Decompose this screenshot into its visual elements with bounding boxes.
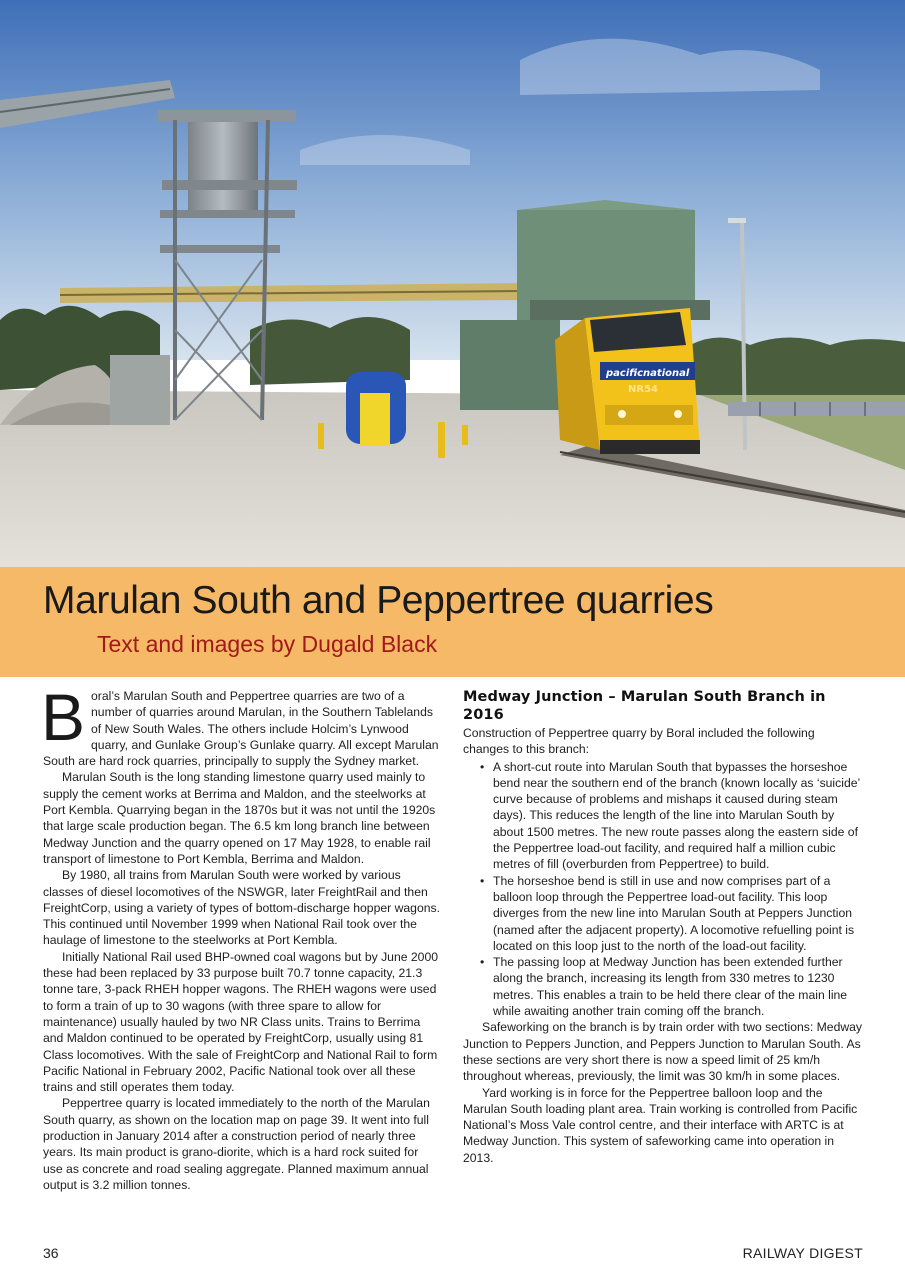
lead-paragraph-text: oral’s Marulan South and Peppertree quarries are two of a number of quarries around Marulan, in the Southern Tablelands of New South Wales. The others include Holcim’s Lynwood quarry, and Gunlake Group’s Gunlake quarry. All except Marulan South are hard rock quarries, principally to supply the Sydney market.: [43, 689, 439, 769]
body-paragraph: Safeworking on the branch is by train order with two sections: Medway Junction to Peppers Junction, and Peppers Junction to Marulan South. As these sections are very short there is now a speed limit of 25 km/h throughout whereas, previously, the limit was 30 km/h in some places.: [463, 1020, 863, 1084]
change-list: [463, 759, 863, 1020]
section-intro: Construction of Peppertree quarry by Boral included the following changes to this branch:: [463, 726, 815, 757]
right-column: [463, 688, 863, 1166]
body-paragraph: Marulan South is the long standing limestone quarry used mainly to supply the cement works at Berrima and Maldon, and the steelworks at Port Kembla. Quarrying began in the 1870s but it was not until the 1920s that large scale production began. The 6.5 km long branch line between Medway Junction and the quarry opened on 17 May 1928, to enable rail transport of limestone to Port Kembla, Berrima and Maldon.: [43, 770, 436, 866]
bollard: [438, 422, 445, 458]
left-column: [41, 680, 440, 1193]
article-title: Marulan South and Peppertree quarries: [43, 579, 714, 622]
list-item: • The passing loop at Medway Junction has been extended further along the branch, increasing its length from 330 metres to 1230 metres. This enables a train to be held there clear of the main line while awaiting another train coming off the branch.: [493, 954, 863, 1019]
body-paragraph: Yard working is in force for the Peppertree balloon loop and the Marulan South loading plant area. Train working is controlled from Pacific National’s Moss Vale control centre, and their interface with ARTC is at Medway Junction. This system of safeworking came into operation in 2013.: [463, 1085, 858, 1165]
hopper-wagons: [728, 402, 905, 416]
title-band: [0, 567, 905, 677]
body-paragraph: Peppertree quarry is located immediately to the north of the Marulan South quarry, as shown on the location map on page 39. It went into full production in January 2014 after a construction period of nearly three years. Its main product is grano-diorite, which is a hard rock suited for use as concrete and road sealing aggregate. Planned maximum annual output is 3.2 million tonnes.: [43, 1096, 430, 1192]
quarry-loadout-illustration: [0, 0, 905, 567]
drop-cap: B: [41, 680, 86, 754]
loco-number-text: NR54: [628, 384, 658, 395]
bollard: [462, 425, 468, 445]
body-paragraph: Initially National Rail used BHP-owned coal wagons but by June 2000 these had been replaced by 33 purpose built 70.7 tonne capacity, 21.3 tonne tare, 3-pack RHEH hopper wagons. The RHEH wagons were used to form a train of up to 30 wagons (with three spare to allow for maintenance) usually hauled by two NR Class units. Trains to Berrima and Maldon continued to be operated by FreightCorp, usually using 81 Class locomotives. With the sale of FreightCorp and National Rail to form Pacific National in February 2002, Pacific National took over all these trains and still operates them today.: [43, 949, 439, 1095]
locomotive-nr54: [555, 308, 700, 454]
bollard: [318, 423, 324, 449]
magazine-name: RAILWAY DIGEST: [742, 1245, 863, 1261]
portable-toilet: [360, 393, 390, 446]
list-item: • A short-cut route into Marulan South that bypasses the horseshoe bend near the southern end of the branch (known locally as ‘suicide’ curve because of problems and mishaps it caused during steam days). This reduces the length of the line into Marulan South by about 1500 metres. The new route passes along the eastern side of the Peppertree load-out facility, and required half a million cubic metres of fill (overburden from Peppertree) to build.: [493, 759, 863, 873]
page-number: 36: [43, 1245, 59, 1261]
tree-line: [690, 338, 905, 406]
article-byline: Text and images by Dugald Black: [97, 631, 438, 657]
hero-photo: [0, 0, 905, 567]
section-heading: Medway Junction – Marulan South Branch in 2016: [463, 689, 826, 723]
list-item: • The horseshoe bend is still in use and now comprises part of a balloon loop through the Peppertree load-out facility. This loop diverges from the new line into Marulan South at Peppers Junction (named after the adjacent property). A locomotive refuelling point is located on this loop just to the north of the load-out facility.: [493, 873, 863, 954]
body-paragraph: By 1980, all trains from Marulan South were worked by various classes of diesel locomotives of the NSWGR, later FreightRail and then FreightCorp, using a variety of types of bottom-discharge hopper wagons. This continued until November 1999 when National Rail took over the haulage of limestone to the steelworks at Port Kembla.: [43, 868, 440, 948]
loco-brand-text: pacificnational: [606, 368, 690, 379]
lead-paragraph: [41, 680, 440, 769]
